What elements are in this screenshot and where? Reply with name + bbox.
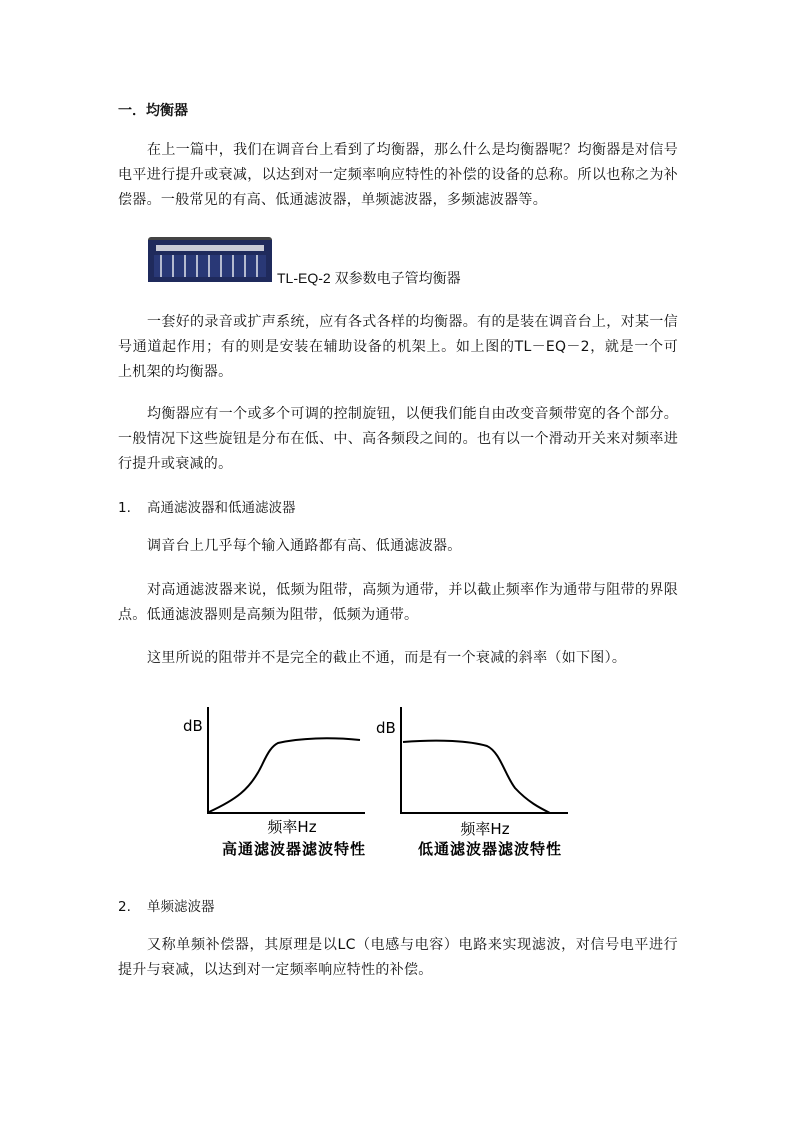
paragraph-mixer: 调音台上几乎每个输入通路都有高、低通滤波器。	[147, 538, 462, 554]
paragraph-highpass: 对高通滤波器来说，低频为阻带，高频为通带，并以截止频率作为通带与阻带的界限点。低通滤波器则是高频为阻带，低频为通带。	[118, 582, 678, 623]
highpass-y-axis	[208, 707, 365, 813]
section-heading: 一．均衡器	[118, 103, 188, 119]
lowpass-graph	[376, 707, 568, 858]
highpass-curve	[209, 738, 360, 812]
lowpass-curve	[403, 741, 550, 813]
paragraph-controls: 均衡器应有一个或多个可调的控制旋钮，以便我们能自由改变音频带宽的各个部分。一般情况下这些旋钮是分布在低、中、高各频段之间的。也有以一个滑动开关来对频率进行提升或衰减的。	[118, 406, 678, 472]
lowpass-ylabel: dB	[376, 719, 396, 737]
highpass-xlabel: 频率Hz	[267, 818, 317, 836]
lowpass-caption: 低通滤波器滤波特性	[417, 840, 563, 858]
lowpass-xlabel: 频率Hz	[460, 820, 510, 838]
lowpass-y-axis	[401, 707, 568, 813]
paragraph-single-band: 又称单频补偿器，其原理是以LC（电感与电容）电路来实现滤波，对信号电平进行提升与衰减，以达到对一定频率响应特性的补偿。	[118, 937, 678, 978]
paragraph-stopband: 这里所说的阻带并不是完全的截止不通，而是有一个衰减的斜率（如下图）。	[147, 650, 627, 666]
highpass-graph	[183, 707, 366, 858]
highpass-caption: 高通滤波器滤波特性	[221, 840, 367, 858]
subsection-2-heading: 2. 单频滤波器	[118, 899, 215, 915]
paragraph-systems: 一套好的录音或扩声系统，应有各式各样的均衡器。有的是装在调音台上，对某一信号通道起作用；有的则是安装在辅助设备的机架上。如上图的TL－EQ－2，就是一个可上机架的均衡器。	[118, 314, 678, 380]
highpass-ylabel: dB	[183, 717, 203, 735]
subsection-1-heading: 1. 高通滤波器和低通滤波器	[118, 500, 296, 516]
image-caption: TL-EQ-2 双参数电子管均衡器	[277, 270, 461, 286]
paragraph-intro: 在上一篇中，我们在调音台上看到了均衡器，那么什么是均衡器呢？均衡器是对信号电平进行提升或衰减，以达到对一定频率响应特性的补偿的设备的总称。所以也称之为补偿器。一般常见的有高、低通滤波器，单频滤波器，多频滤波器等。	[118, 142, 678, 208]
